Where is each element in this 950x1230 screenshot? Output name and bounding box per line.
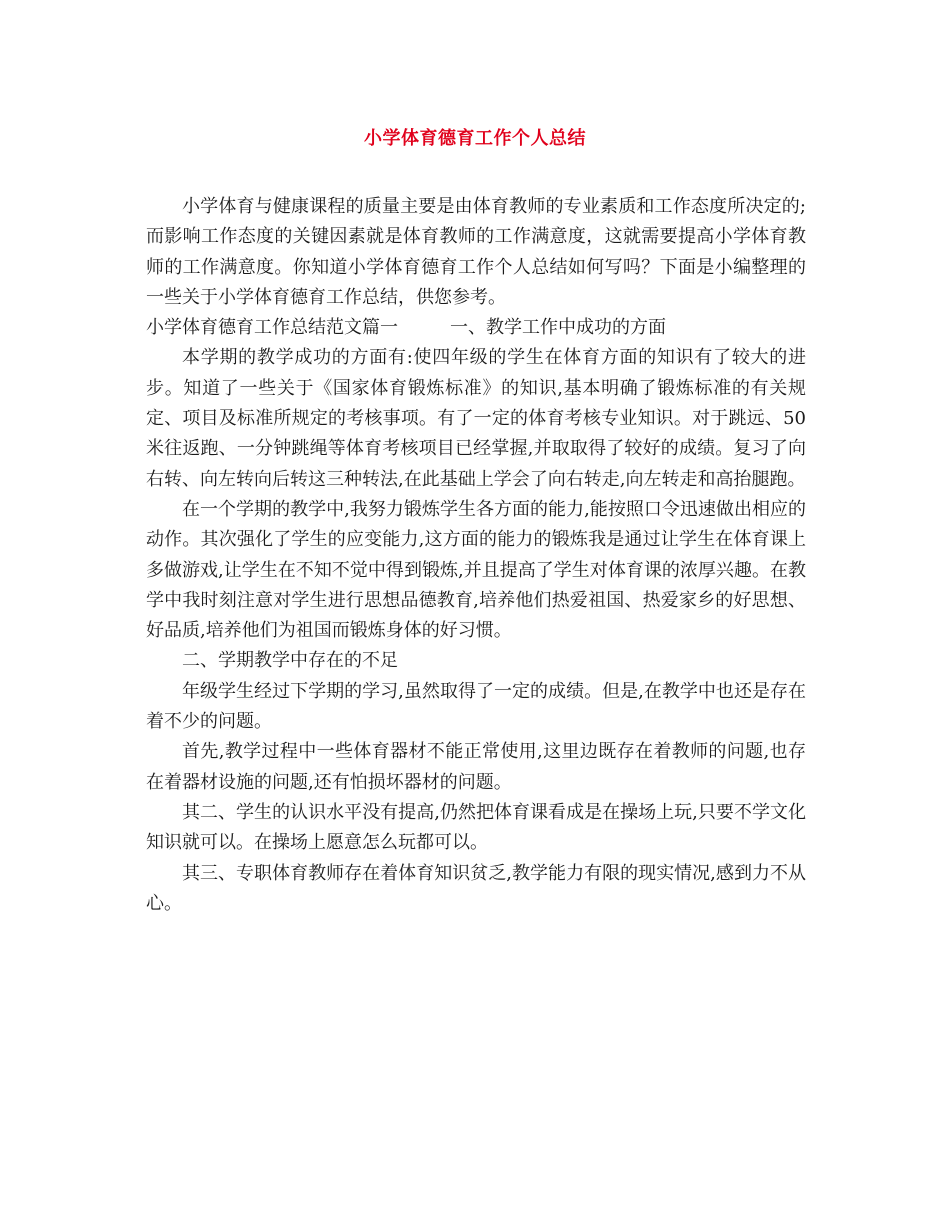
- document-title: 小学体育德育工作个人总结: [364, 128, 586, 149]
- sample-label: 小学体育德育工作总结范文篇一: [146, 317, 398, 339]
- paragraph-3: 年级学生经过下学期的学习,虽然取得了一定的成绩。但是,在教学中也还是存在着不少的问题。: [146, 680, 806, 733]
- sample-heading-line: [146, 313, 806, 343]
- document-body: [146, 192, 806, 919]
- section1-heading: 一、教学工作中成功的方面: [450, 317, 666, 339]
- paragraph-4: 首先,教学过程中一些体育器材不能正常使用,这里边既存在着教师的问题,也存在着器材设施的问题,还有怕损坏器材的问题。: [146, 741, 806, 793]
- paragraph-1: 本学期的教学成功的方面有:使四年级的学生在体育方面的知识有了较大的进步。知道了一些关于《国家体育锻炼标准》的知识,基本明确了锻炼标准的有关规定、项目及标准所规定的考核事项。有了一定的体育考核专业知识。对于跳远、50米往返跑、一分钟跳绳等体育考核项目已经掌握,并取取得了较好的成绩。复习了向右转、向左转向后转这三种转法,在此基础上学会了向右转走,向左转走和高抬腿跑。: [146, 347, 806, 490]
- paragraph-5: 其二、学生的认识水平没有提高,仍然把体育课看成是在操场上玩,只要不学文化知识就可以。在操场上愿意怎么玩都可以。: [146, 801, 806, 854]
- paragraph-2: 在一个学期的教学中,我努力锻炼学生各方面的能力,能按照口令迅速做出相应的动作。其次强化了学生的应变能力,这方面的能力的锻炼我是通过让学生在体育课上多做游戏,让学生在不知不觉中得到锻炼,并且提高了学生对体育课的浓厚兴趣。在教学中我时刻注意对学生进行思想品德教育,培养他们热爱祖国、热爱家乡的好思想、好品质,培养他们为祖国而锻炼身体的好习惯。: [146, 498, 806, 642]
- section2-heading: 二、学期教学中存在的不足: [182, 650, 398, 672]
- intro-paragraph: 小学体育与健康课程的质量主要是由体育教师的专业素质和工作态度所决定的;而影响工作态度的关键因素就是体育教师的工作满意度，这就需要提高小学体育教师的工作满意度。你知道小学体育德育工作个人总结如何写吗？下面是小编整理的一些关于小学体育德育工作总结，供您参考。: [146, 196, 806, 308]
- paragraph-6: 其三、专职体育教师存在着体育知识贫乏,教学能力有限的现实情况,感到力不从心。: [146, 862, 806, 914]
